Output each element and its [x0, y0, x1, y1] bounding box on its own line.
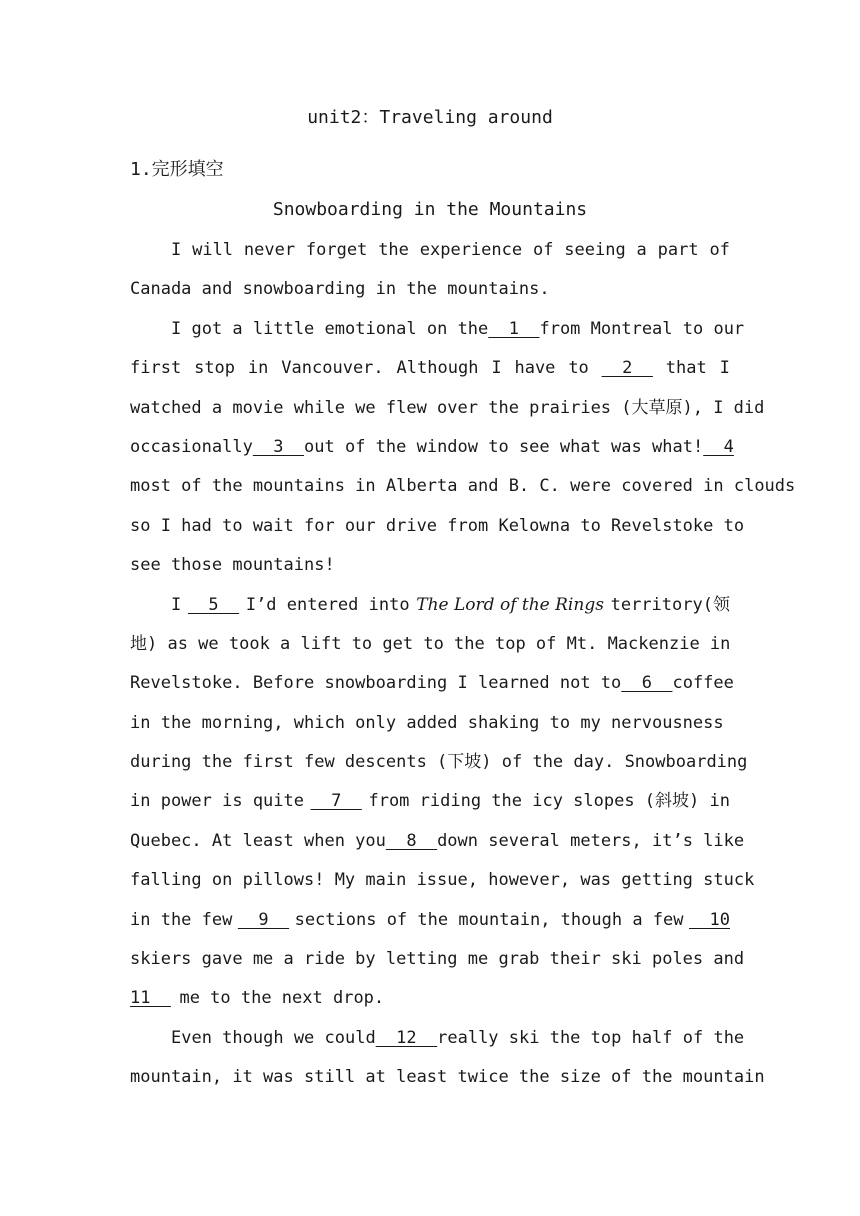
- passage-line: Even though we could 12 really ski the top half of the: [130, 1026, 730, 1065]
- blank-2[interactable]: 2: [601, 358, 653, 379]
- passage-line: Quebec. At least when you 8 down several meters, it’s like: [130, 829, 730, 868]
- passage-line: Revelstoke. Before snowboarding I learned not to 6 coffee: [130, 671, 730, 710]
- passage-line: occasionally 3 out of the window to see what was what! 4: [130, 435, 730, 474]
- passage-line: mountain, it was still at least twice the size of the mountain: [130, 1067, 765, 1088]
- blank-11[interactable]: 11: [130, 988, 171, 1009]
- passage-line: in the morning, which only added shaking to my nervousness: [130, 712, 724, 733]
- blank-7[interactable]: 7: [310, 791, 362, 812]
- blank-6[interactable]: 6: [621, 673, 673, 694]
- passage-line: most of the mountains in Alberta and B. C. were covered in clouds: [130, 476, 796, 497]
- book-title: The Lord of the Rings: [416, 594, 604, 615]
- blank-8[interactable]: 8: [385, 830, 438, 851]
- passage-line: so I had to wait for our drive from Kelowna to Revelstoke to: [130, 515, 745, 536]
- passage-title: Snowboarding in the Mountains: [272, 199, 588, 220]
- passage-line: in the few 9 sections of the mountain, though a few 10: [130, 908, 730, 947]
- passage-line: see those mountains!: [130, 555, 335, 576]
- blank-5[interactable]: 5: [187, 594, 240, 615]
- passage-line: 地) as we took a lift to get to the top of Mt. Mackenzie in: [130, 633, 731, 654]
- passage-line: I will never forget the experience of seeing a part of: [171, 240, 730, 260]
- passage-line: I got a little emotional on the 1 from Montreal to our: [130, 317, 730, 356]
- passage-line: in power is quite 7 from riding the icy slopes (斜坡) in: [130, 789, 730, 828]
- passage-line: first stop in Vancouver. Although I have to 2 that I: [130, 356, 730, 395]
- blank-4[interactable]: 4: [703, 436, 734, 457]
- passage-line: during the first few descents (下坡) of the day. Snowboarding: [130, 752, 748, 773]
- blank-10[interactable]: 10: [689, 909, 730, 930]
- blank-9[interactable]: 9: [237, 909, 290, 930]
- section-label: 1.完形填空: [130, 159, 224, 180]
- blank-1[interactable]: 1: [488, 318, 540, 339]
- blank-12[interactable]: 12: [375, 1027, 438, 1048]
- passage-line: Canada and snowboarding in the mountains.: [130, 279, 550, 300]
- passage-line: watched a movie while we flew over the prairies (大草原), I did: [130, 397, 765, 418]
- passage-line: falling on pillows! My main issue, however, was getting stuck: [130, 870, 755, 891]
- passage-line: skiers gave me a ride by letting me grab their ski poles and: [130, 949, 745, 970]
- unit-title: unit2：Traveling around: [307, 107, 553, 128]
- passage-body: [130, 238, 796, 1105]
- passage-line: 11 me to the next drop.: [130, 986, 730, 1025]
- blank-3[interactable]: 3: [252, 436, 305, 457]
- passage-line: I 5 I’d entered into The Lord of the Rings territory(领: [130, 593, 730, 632]
